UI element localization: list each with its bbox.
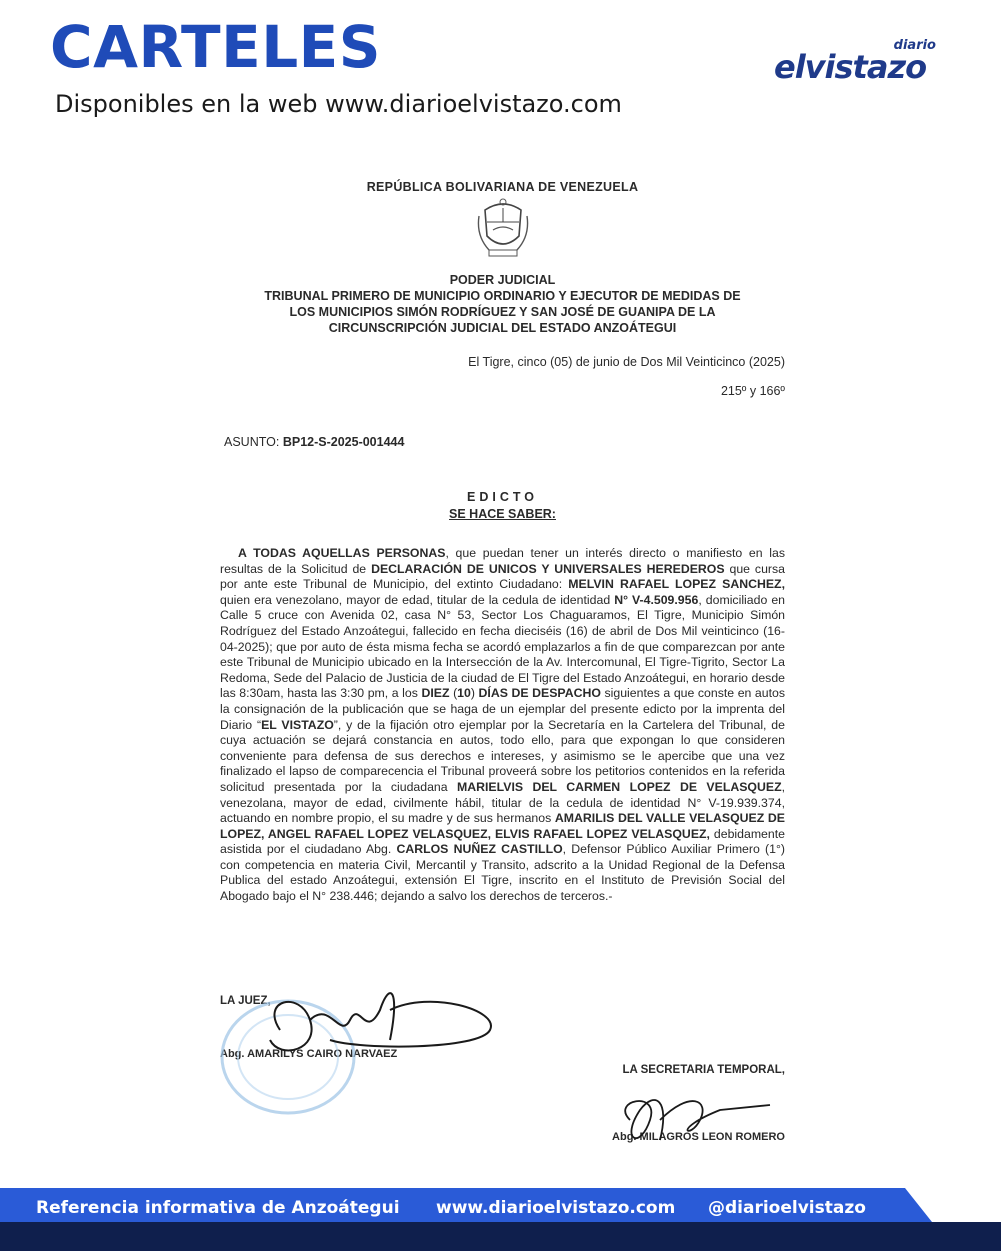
poder-judicial: PODER JUDICIAL: [449, 273, 556, 287]
edict-title: EDICTO: [467, 490, 538, 504]
case-number: BP12-S-2025-001444: [282, 435, 405, 449]
secretary-name: Abg. MILAGROS LEON ROMERO: [612, 1131, 785, 1143]
footer-reference: Referencia informativa de Anzoátegui: [36, 1198, 400, 1218]
logo-main-text: elvistazo: [774, 48, 927, 86]
body-text-9: , venezolana, mayor de edad, civilmente hábil, titular de la cedula de identidad N° V-19.939.374, actuando en nombre propio, el su madre y de sus hermanos: [220, 779, 785, 826]
body-bold-request: DECLARACIÓN DE UNICOS Y UNIVERSALES HEREDEROS: [371, 561, 725, 576]
body-bold-diez: DIEZ: [421, 686, 450, 701]
body-text-8: ”, y de la fijación otro ejemplar por la Secretaría en la Cartelera del Tribunal, de cuya actuación se dejará constancia en autos, todo ello, para que expongan lo que consideren conveniente para defensa de sus derechos e intereses, y asimismo se le apercibe que una vez finalizado el lapso de comparecencia el Tribunal proveerá sobre los petitorios contenidos en la referida solicitud presentada por la ciudadana: [220, 717, 785, 794]
tribunal-line-2: LOS MUNICIPIOS SIMÓN RODRÍGUEZ Y SAN JOSÉ DE GUANIPA DE LA: [289, 305, 716, 319]
coat-of-arms-icon: [475, 196, 531, 262]
body-text-3: quien era venezolano, mayor de edad, titular de la cedula de identidad: [220, 592, 615, 607]
judge-label: LA JUEZ,: [220, 995, 271, 1007]
page-title: CARTELES: [50, 13, 382, 81]
body-text-6: ): [470, 686, 479, 701]
body-bold-siblings: AMARILIS DEL VALLE VELASQUEZ DE LOPEZ, ANGEL RAFAEL LOPEZ VELASQUEZ, ELVIS RAFAEL LOPEZ VELASQUEZ,: [220, 811, 785, 841]
hace-saber-heading: SE HACE SABER:: [449, 507, 556, 521]
secretary-label: LA SECRETARIA TEMPORAL,: [622, 1064, 785, 1076]
judge-signature-icon: [240, 970, 520, 1080]
country-heading: REPÚBLICA BOLIVARIANA DE VENEZUELA: [366, 180, 639, 194]
body-bold-ten: 10: [457, 686, 471, 701]
body-text-10: debidamente asistida por el ciudadano Abg.: [220, 826, 785, 857]
edict-body: [220, 546, 785, 905]
judicial-heading: [220, 272, 785, 336]
place-date: El Tigre, cinco (05) de junio de Dos Mil Veinticinco (2025): [468, 355, 785, 369]
independence-years: 215º y 166º: [720, 384, 785, 398]
body-bold-dias: DÍAS DE DESPACHO: [478, 686, 601, 701]
body-text-7: siguientes a que conste en autos la consignación de la publicación que se haga de un ejemplar del presente edicto por la imprenta del Diario “: [220, 686, 786, 732]
case-subject: [224, 435, 404, 449]
tribunal-line-1: TRIBUNAL PRIMERO DE MUNICIPIO ORDINARIO Y EJECUTOR DE MEDIDAS DE: [264, 289, 741, 303]
body-text-1: , que puedan tener un interés directo o manifiesto en las resultas de la Solicitud de: [220, 546, 786, 576]
body-text-2: que cursa por ante este Tribunal de Municipio, del extinto Ciudadano:: [220, 561, 785, 592]
footer-social-handle[interactable]: @diarioelvistazo: [708, 1198, 866, 1218]
body-bold-deceased: MELVIN RAFAEL LOPEZ SANCHEZ,: [568, 577, 785, 592]
body-text-5: (: [449, 686, 458, 701]
body-bold-lawyer: CARLOS NUÑEZ CASTILLO: [396, 842, 563, 857]
body-text-4: , domiciliado en Calle 5 cruce con Avenida 02, casa N° 53, Sector Los Chaguaramos, El Tigre, Municipio Simón Rodríguez del Estado Anzoátegui, fallecido en fecha dieciséis (16) de abril de Dos Mil veinticinco (16-04-2025); que por auto de ésta misma fecha se acordó emplazarlos a fin de que comparezcan por ante este Tribunal de Municipio ubicado en la Intersección de la Av. Intercomunal, El Tigre-Tigrito, Sector La Redoma, Sede del Palacio de Justicia de la ciudad de El Tigre del Estado Anzoátegui, en horario desde las 8:30am, hasta las 3:30 pm, a los: [220, 592, 785, 701]
logo-small-text: diario: [893, 38, 936, 53]
body-bold-addressee: A TODAS AQUELLAS PERSONAS: [238, 546, 446, 560]
body-bold-id: N° V-4.509.956: [614, 592, 699, 607]
newspaper-logo[interactable]: [770, 38, 950, 88]
body-bold-newspaper: EL VISTAZO: [261, 717, 334, 732]
body-bold-applicant: MARIELVIS DEL CARMEN LOPEZ DE VELASQUEZ: [457, 779, 782, 794]
tribunal-line-3: CIRCUNSCRIPCIÓN JUDICIAL DEL ESTADO ANZOÁTEGUI: [328, 321, 677, 335]
footer-bar: [0, 1188, 1001, 1251]
footer-website-link[interactable]: www.diarioelvistazo.com: [436, 1198, 676, 1218]
asunto-label: ASUNTO:: [224, 435, 280, 449]
secretary-signature-icon: [600, 1080, 790, 1160]
page-subtitle: Disponibles en la web www.diarioelvistazo.com: [55, 90, 622, 118]
judge-name: Abg. AMARILYS CAIRO NARVAEZ: [220, 1048, 398, 1060]
body-text-11: , Defensor Público Auxiliar Primero (1°) con competencia en materia Civil, Mercantil y Transito, adscrito a la Unidad Regional de la Defensa Publica del estado Anzoátegui, extensión El Tigre, inscrito en el Instituto de Previsión Social del Abogado bajo el N° 238.446; dejando a salvo los derechos de terceros.-: [220, 842, 785, 904]
